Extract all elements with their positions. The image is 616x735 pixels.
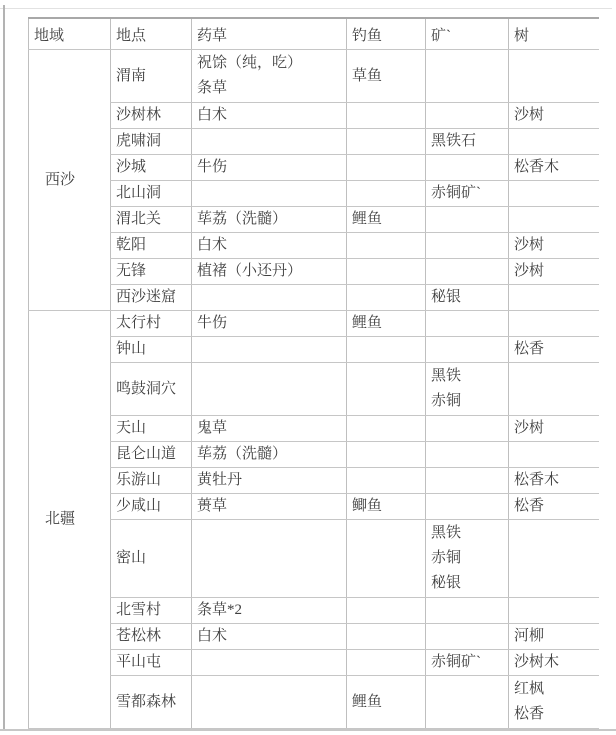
cell-tree: 松香 (509, 337, 599, 363)
cell-ore (426, 233, 509, 259)
cell-ore (426, 311, 509, 337)
header-region: 地域 (29, 18, 111, 50)
cell-ore: 黑铁石 (426, 129, 509, 155)
cell-herb (192, 337, 347, 363)
cell-tree: 沙树木 (509, 650, 599, 676)
cell-location: 钟山 (111, 337, 192, 363)
cell-ore: 赤铜矿` (426, 650, 509, 676)
cell-fish (347, 129, 426, 155)
cell-ore (426, 103, 509, 129)
cell-fish (347, 624, 426, 650)
cell-tree (509, 50, 599, 103)
cell-location: 无锋 (111, 259, 192, 285)
cell-fish (347, 337, 426, 363)
cell-fish (347, 416, 426, 442)
cell-ore: 赤铜矿` (426, 181, 509, 207)
page-edge-top-line (0, 8, 612, 9)
cell-line: 黑铁 (431, 368, 462, 384)
cell-ore (426, 468, 509, 494)
cell-tree: 松香木 (509, 468, 599, 494)
cell-tree: 松香木 (509, 155, 599, 181)
cell-location: 少咸山 (111, 494, 192, 520)
cell-fish (347, 181, 426, 207)
table-row (29, 468, 599, 494)
cell-tree (509, 129, 599, 155)
cell-ore (426, 363, 509, 416)
table-row (29, 598, 599, 624)
table-row (29, 363, 599, 416)
table-row (29, 259, 599, 285)
cell-ore (426, 494, 509, 520)
cell-herb: 白术 (192, 624, 347, 650)
cell-line: 赤铜 (431, 550, 462, 566)
cell-fish: 鲤鱼 (347, 207, 426, 233)
cell-ore (426, 259, 509, 285)
cell-herb (192, 50, 347, 103)
cell-tree (509, 520, 599, 598)
cell-fish (347, 259, 426, 285)
cell-tree (509, 207, 599, 233)
cell-herb: 植褚（小还丹） (192, 259, 347, 285)
table-row (29, 520, 599, 598)
cell-fish: 鲫鱼 (347, 494, 426, 520)
table-row (29, 207, 599, 233)
cell-herb: 荜荔（洗髓） (192, 207, 347, 233)
cell-location: 雪都森林 (111, 676, 192, 729)
cell-ore: 秘银 (426, 285, 509, 311)
cell-tree (509, 363, 599, 416)
cell-location: 苍松林 (111, 624, 192, 650)
table-row (29, 181, 599, 207)
table-row (29, 233, 599, 259)
cell-herb: 白术 (192, 233, 347, 259)
cell-tree (509, 676, 599, 729)
cell-ore (426, 520, 509, 598)
cell-location: 密山 (111, 520, 192, 598)
cell-fish (347, 520, 426, 598)
cell-herb: 荜荔（洗髓） (192, 442, 347, 468)
cell-herb (192, 676, 347, 729)
cell-fish (347, 442, 426, 468)
cell-fish (347, 363, 426, 416)
cell-herb (192, 181, 347, 207)
table-row (29, 129, 599, 155)
header-row (29, 18, 599, 50)
cell-line: 松香 (514, 706, 545, 722)
table-row (29, 624, 599, 650)
cell-location: 沙树林 (111, 103, 192, 129)
cell-location: 虎啸洞 (111, 129, 192, 155)
table-body (29, 50, 599, 729)
cell-location: 太行村 (111, 311, 192, 337)
table-row (29, 676, 599, 729)
header-herb: 药草 (192, 18, 347, 50)
cell-herb: 白术 (192, 103, 347, 129)
cell-line: 黑铁 (431, 525, 462, 541)
cell-fish: 鲤鱼 (347, 311, 426, 337)
table-row (29, 311, 599, 337)
header-location: 地点 (111, 18, 192, 50)
table-row (29, 285, 599, 311)
cell-line: 赤铜 (431, 393, 462, 409)
cell-ore (426, 624, 509, 650)
cell-ore (426, 207, 509, 233)
cell-tree: 沙树 (509, 103, 599, 129)
cell-location: 渭南 (111, 50, 192, 103)
region-cell: 西沙 (29, 50, 111, 311)
table-row (29, 103, 599, 129)
cell-ore (426, 598, 509, 624)
cell-ore (426, 50, 509, 103)
cell-location: 北雪村 (111, 598, 192, 624)
cell-tree (509, 598, 599, 624)
cell-ore (426, 416, 509, 442)
cell-fish (347, 285, 426, 311)
cell-herb: 牛伤 (192, 155, 347, 181)
cell-location: 西沙迷窟 (111, 285, 192, 311)
cell-fish (347, 598, 426, 624)
cell-tree (509, 181, 599, 207)
cell-ore (426, 155, 509, 181)
table-row (29, 50, 599, 103)
header-fish: 钓鱼 (347, 18, 426, 50)
cell-tree: 沙树 (509, 233, 599, 259)
header-ore: 矿` (426, 18, 509, 50)
cell-tree (509, 285, 599, 311)
table-row (29, 494, 599, 520)
cell-location: 渭北关 (111, 207, 192, 233)
cell-fish (347, 103, 426, 129)
cell-location: 乾阳 (111, 233, 192, 259)
cell-herb: 牛伤 (192, 311, 347, 337)
cell-location: 北山洞 (111, 181, 192, 207)
cell-fish: 草鱼 (347, 50, 426, 103)
cell-fish (347, 233, 426, 259)
page-edge-bottom-line (0, 729, 616, 731)
cell-location: 鸣鼓洞穴 (111, 363, 192, 416)
header-tree: 树 (509, 18, 599, 50)
cell-ore (426, 676, 509, 729)
cell-fish (347, 650, 426, 676)
cell-herb (192, 363, 347, 416)
cell-location: 乐游山 (111, 468, 192, 494)
cell-tree: 沙树 (509, 259, 599, 285)
resource-location-table (28, 17, 599, 729)
cell-herb: 蒉草 (192, 494, 347, 520)
cell-herb (192, 129, 347, 155)
cell-herb (192, 520, 347, 598)
table-row (29, 155, 599, 181)
cell-line: 秘银 (431, 575, 462, 591)
cell-line: 祝馀（纯，吃） (197, 55, 303, 71)
cell-line: 红枫 (514, 681, 545, 697)
cell-herb: 黄牡丹 (192, 468, 347, 494)
cell-tree: 松香 (509, 494, 599, 520)
cell-tree: 河柳 (509, 624, 599, 650)
cell-tree: 沙树 (509, 416, 599, 442)
table-header (29, 18, 599, 50)
cell-location: 沙城 (111, 155, 192, 181)
cell-herb (192, 285, 347, 311)
cell-tree (509, 442, 599, 468)
cell-ore (426, 442, 509, 468)
cell-fish: 鲤鱼 (347, 676, 426, 729)
table-row (29, 337, 599, 363)
cell-herb: 鬼草 (192, 416, 347, 442)
cell-ore (426, 337, 509, 363)
table-row (29, 416, 599, 442)
table-row (29, 442, 599, 468)
region-cell: 北疆 (29, 311, 111, 729)
cell-herb (192, 650, 347, 676)
table-row (29, 650, 599, 676)
cell-location: 平山屯 (111, 650, 192, 676)
cell-fish (347, 155, 426, 181)
cell-location: 昆仑山道 (111, 442, 192, 468)
cell-tree (509, 311, 599, 337)
cell-line: 条草 (197, 80, 228, 96)
cell-fish (347, 468, 426, 494)
cell-herb: 条草*2 (192, 598, 347, 624)
page-edge-left-line (3, 5, 5, 731)
cell-location: 天山 (111, 416, 192, 442)
